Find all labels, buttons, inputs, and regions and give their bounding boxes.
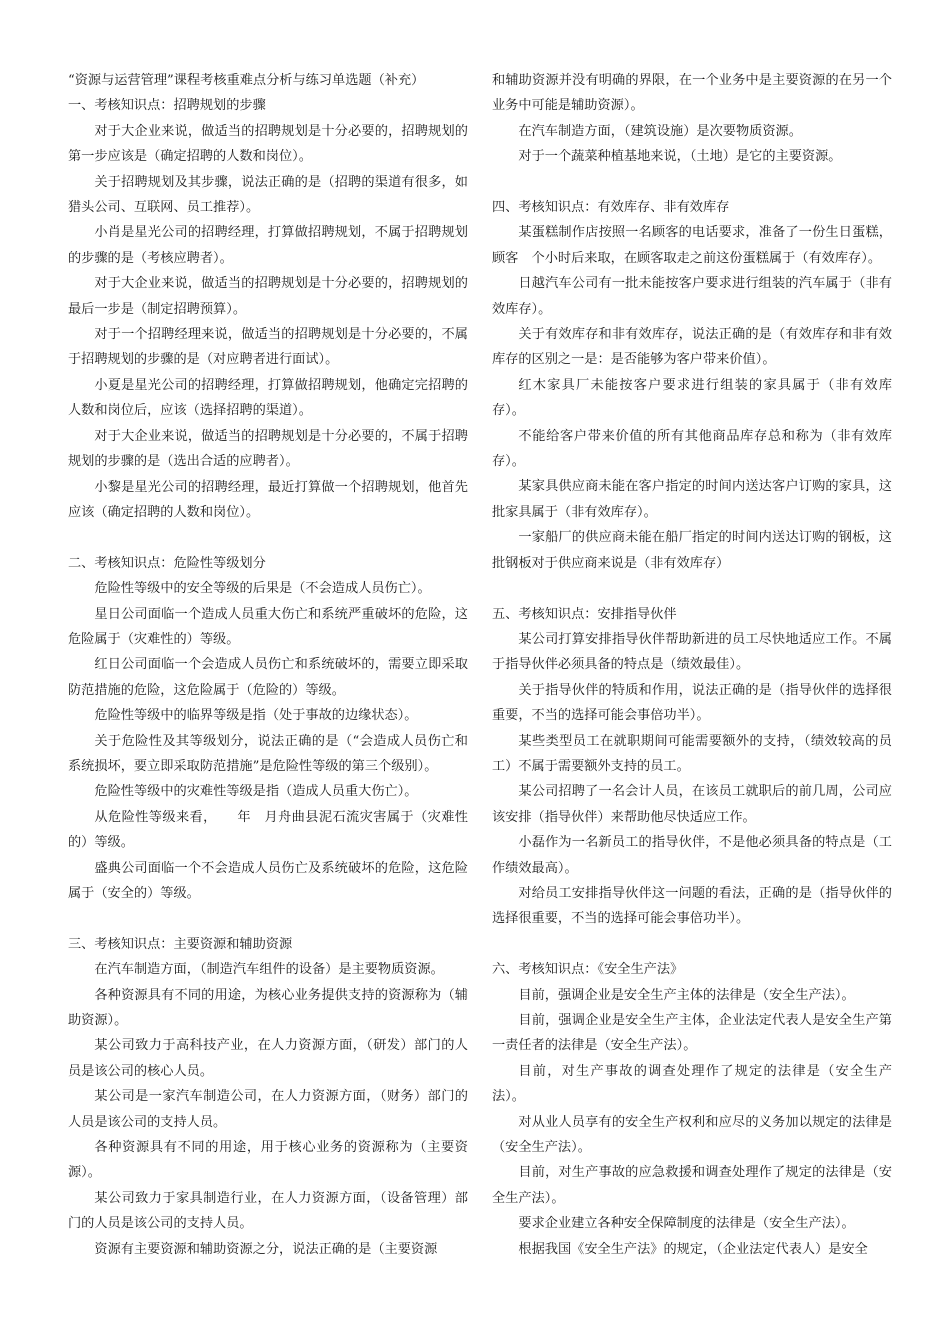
- paragraph: 关于有效库存和非有效库存，说法正确的是（有效库存和非有效库存的区别之一是：是否能够为客户带来价值）。: [492, 327, 892, 368]
- paragraph: 对于大企业来说，做适当的招聘规划是十分必要的，招聘规划的最后一步是（制定招聘预算）。: [68, 276, 468, 317]
- section-heading-resources: 三、考核知识点：主要资源和辅助资源: [68, 936, 293, 952]
- paragraph: 某公司是一家汽车制造公司，在人力资源方面，（财务）部门的人员是该公司的支持人员。: [68, 1089, 468, 1130]
- section-gap: [492, 932, 892, 957]
- section-heading-hazard-levels: 二、考核知识点：危险性等级划分: [68, 555, 266, 571]
- paragraph: 要求企业建立各种安全保障制度的法律是（安全生产法）。: [518, 1216, 855, 1232]
- paragraph: 盛典公司面临一个不会造成人员伤亡及系统破坏的危险，这危险属于（安全的）等级。: [68, 860, 468, 901]
- section-heading-recruitment: 一、考核知识点：招聘规划的步骤: [68, 98, 266, 114]
- paragraph: 不能给客户带来价值的所有其他商品库存总和称为（非有效库存）。: [492, 428, 892, 470]
- section-gap: [492, 170, 892, 195]
- paragraph: 红木家具厂未能按客户要求进行组装的家具属于（非有效库存）。: [492, 377, 892, 419]
- paragraph: 小肖是星光公司的招聘经理，打算做招聘规划，不属于招聘规划的步骤的是（考核应聘者）。: [68, 225, 468, 266]
- paragraph: 关于指导伙伴的特质和作用，说法正确的是（指导伙伴的选择很重要，不当的选择可能会事倍功半）。: [492, 682, 892, 724]
- left-column: [68, 68, 468, 1262]
- section-heading-safety-law: 六、考核知识点：《安全生产法》: [492, 962, 684, 978]
- paragraph: 目前，强调企业是安全生产主体，企业法定代表人是安全生产第一责任者的法律是（安全生产法）。: [492, 1012, 892, 1054]
- paragraph: 各种资源具有不同的用途，为核心业务提供支持的资源称为（辅助资源）。: [68, 987, 468, 1028]
- paragraph: 某家具供应商未能在客户指定的时间内送达客户订购的家具，这批家具属于（非有效库存）。: [492, 479, 892, 520]
- paragraph: 危险性等级中的灾难性等级是指（造成人员重大伤亡）。: [94, 784, 418, 800]
- section-heading-inventory: 四、考核知识点：有效库存、非有效库存: [492, 200, 730, 216]
- paragraph: 关于招聘规划及其步骤，说法正确的是（招聘的渠道有很多，如猎头公司、互联网、员工推荐）。: [68, 174, 468, 216]
- paragraph-continued: 和辅助资源并没有明确的界限，在一个业务中是主要资源的在另一个业务中可能是辅助资源）。: [492, 73, 892, 114]
- paragraph: 资源有主要资源和辅助资源之分，说法正确的是（主要资源: [94, 1241, 438, 1257]
- right-column: [492, 68, 892, 1262]
- paragraph: 从危险性等级来看， 年 月舟曲县泥石流灾害属于（灾难性的）等级。: [68, 809, 468, 851]
- paragraph: 小夏是星光公司的招聘经理，打算做招聘规划，他确定完招聘的人数和岗位后，应该（选择招聘的渠道）。: [68, 377, 468, 419]
- paragraph: 某公司致力于家具制造行业，在人力资源方面，（设备管理）部门的人员是该公司的支持人员。: [68, 1190, 468, 1232]
- paragraph: 目前，对生产事故的应急救援和调查处理作了规定的法律是（安全生产法）。: [492, 1165, 892, 1206]
- paragraph: 危险性等级中的安全等级的后果是（不会造成人员伤亡）。: [94, 581, 431, 597]
- paragraph: 对于大企业来说，做适当的招聘规划是十分必要的，不属于招聘规划的步骤的是（选出合适的应聘者）。: [68, 428, 468, 470]
- paragraph: 小黎是星光公司的招聘经理，最近打算做一个招聘规划，他首先应该（确定招聘的人数和岗位）。: [68, 479, 468, 520]
- section-gap: [68, 525, 468, 550]
- paragraph: 对于一个招聘经理来说，做适当的招聘规划是十分必要的，不属于招聘规划的步骤的是（对应聘者进行面试）。: [68, 327, 468, 368]
- paragraph: 小磊作为一名新员工的指导伙伴，不是他必须具备的特点是（工作绩效最高）。: [492, 835, 892, 876]
- paragraph: 某公司致力于高科技产业，在人力资源方面，（研发）部门的人员是该公司的核心人员。: [68, 1038, 468, 1079]
- paragraph: 星日公司面临一个造成人员重大伤亡和系统严重破坏的危险，这危险属于（灾难性的）等级。: [68, 606, 468, 647]
- paragraph: 对从业人员享有的安全生产权利和应尽的义务加以规定的法律是（安全生产法）。: [492, 1114, 892, 1156]
- paragraph: 目前，强调企业是安全生产主体的法律是（安全生产法）。: [518, 987, 855, 1003]
- paragraph: 某些类型员工在就职期间可能需要额外的支持，（绩效较高的员工）不属于需要额外支持的员工。: [492, 733, 892, 774]
- paragraph: 一家船厂的供应商未能在船厂指定的时间内送达订购的钢板，这批钢板对于供应商来说是（非有效库存）: [492, 530, 892, 571]
- paragraph: 对于大企业来说，做适当的招聘规划是十分必要的，招聘规划的第一步应该是（确定招聘的人数和岗位）。: [68, 123, 468, 165]
- paragraph: 红日公司面临一个会造成人员伤亡和系统破坏的，需要立即采取防范措施的危险，这危险属于（危险的）等级。: [68, 657, 468, 698]
- paragraph: 目前，对生产事故的调查处理作了规定的法律是（安全生产法）。: [492, 1063, 892, 1105]
- paragraph: 在汽车制造方面，（建筑设施）是次要物质资源。: [518, 123, 802, 139]
- section-heading-mentor: 五、考核知识点：安排指导伙伴: [492, 606, 677, 622]
- paragraph: 各种资源具有不同的用途，用于核心业务的资源称为（主要资源）。: [68, 1140, 468, 1181]
- paragraph: 根据我国《安全生产法》的规定，（企业法定代表人）是安全: [518, 1241, 868, 1257]
- paragraph: 某蛋糕制作店按照一名顾客的电话要求，准备了一份生日蛋糕，顾客 个小时后来取，在顾客取走之前这份蛋糕属于（有效库存）。: [492, 225, 892, 266]
- paragraph: 危险性等级中的临界等级是指（处于事故的边缘状态）。: [94, 708, 418, 724]
- document-title: “资源与运营管理”课程考核重难点分析与练习单选题（补充）: [68, 73, 425, 88]
- paragraph: 某公司打算安排指导伙伴帮助新进的员工尽快地适应工作。不属于指导伙伴必须具备的特点是（绩效最佳）。: [492, 631, 892, 673]
- paragraph: 对给员工安排指导伙伴这一问题的看法，正确的是（指导伙伴的选择很重要，不当的选择可能会事倍功半）。: [492, 885, 892, 927]
- paragraph: 某公司招聘了一名会计人员，在该员工就职后的前几周，公司应该安排（指导伙伴）来帮助他尽快适应工作。: [492, 784, 892, 825]
- section-gap: [68, 906, 468, 931]
- section-gap: [492, 576, 892, 601]
- paragraph: 关于危险性及其等级划分，说法正确的是（“会造成人员伤亡和系统损坏，要立即采取防范措施”是危险性等级的第三个级别）。: [68, 733, 468, 774]
- paragraph: 对于一个蔬菜种植基地来说，（土地）是它的主要资源。: [518, 149, 842, 165]
- paragraph: 在汽车制造方面，（制造汽车组件的设备）是主要物质资源。: [94, 962, 444, 978]
- paragraph: 日越汽车公司有一批未能按客户要求进行组装的汽车属于（非有效库存）。: [492, 276, 892, 317]
